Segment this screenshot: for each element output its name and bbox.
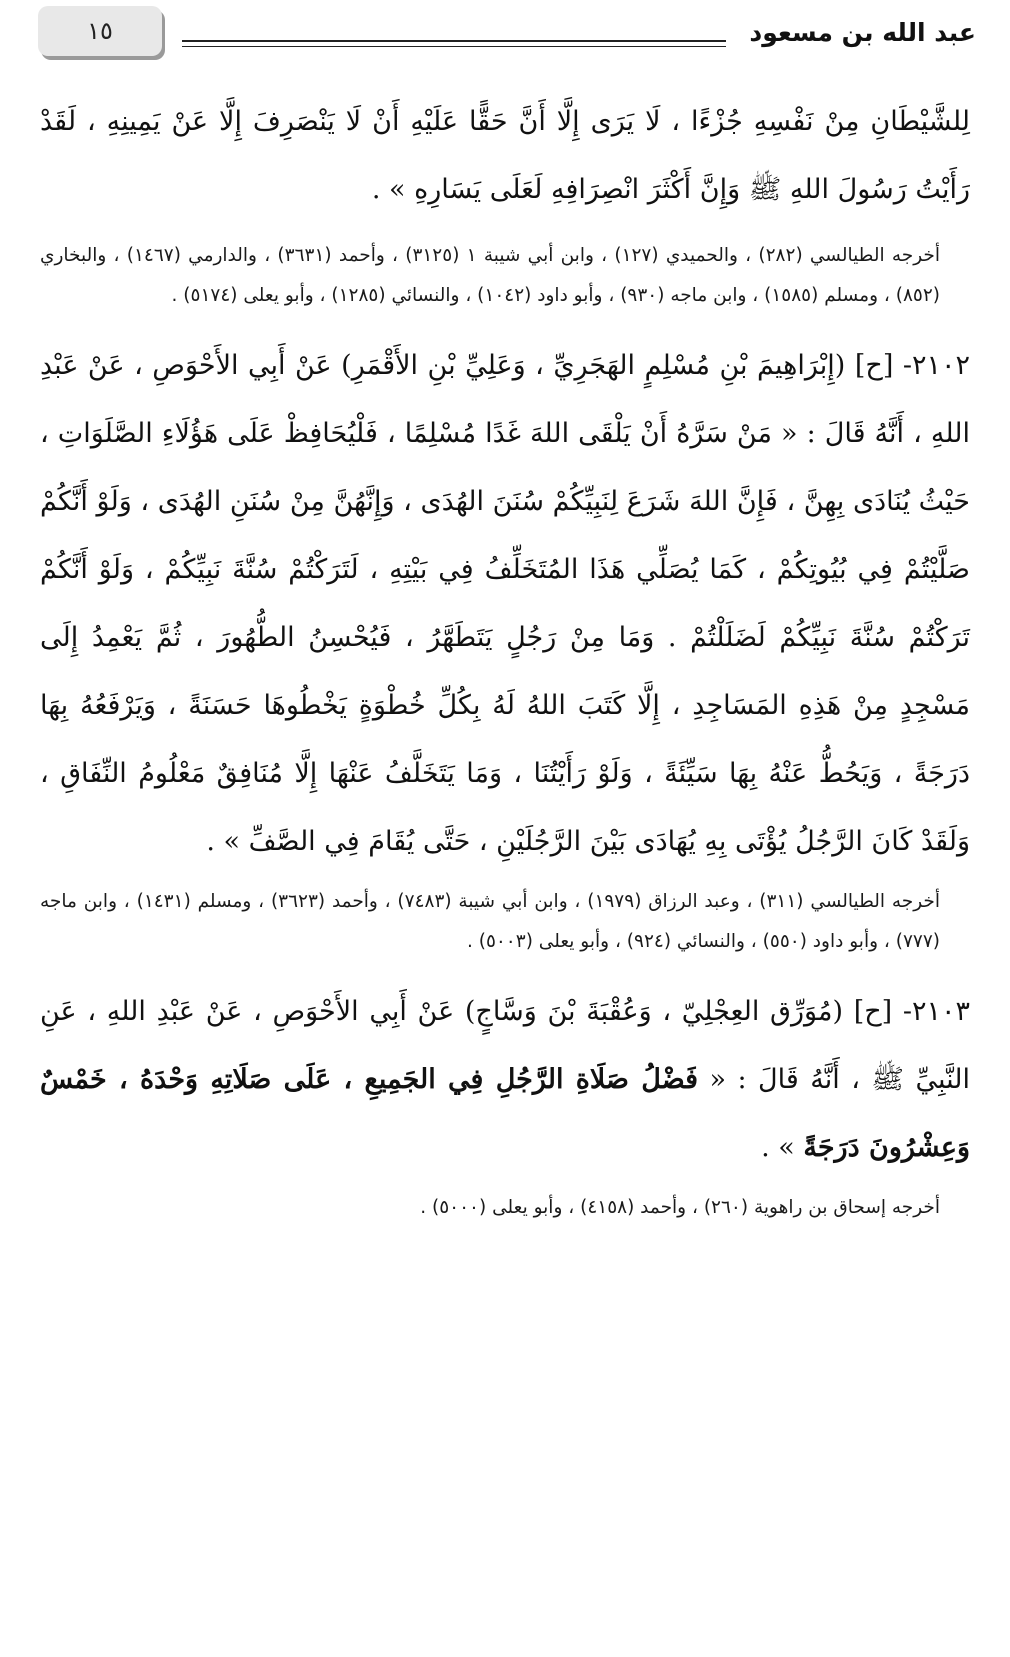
header-rule-thin [182,46,726,47]
hadith-2103 [40,978,970,1182]
hadith-2102 [40,332,970,876]
hadith-number: ٢١٠٢- [ح] [854,350,970,381]
hadith-2102-takhrij: أخرجه الطيالسي (٣١١) ، وعبد الرزاق (١٩٧٩) ، وابن أبي شيبة (٧٤٨٣) ، وأحمد (٣٦٢٣) ، ومسلم (١٤٣١) ، وابن ماجه (٧٧٧) ، وأبو داود (٥٥٠) ، والنسائي (٩٢٤) ، وأبو يعلى (٥٠٠٣) . [40,891,940,952]
hadith-matn-bold: فَضْلُ صَلَاةِ الرَّجُلِ فِي الجَمِيعِ ، عَلَى صَلَاتِهِ وَحْدَهُ ، خَمْسٌ وَعِشْرُونَ دَرَجَةً [40,1064,970,1163]
hadith-number: ٢١٠٣- [ح] [853,996,971,1027]
page-header [34,6,976,62]
continuation-text: لِلشَّيْطَانِ مِنْ نَفْسِهِ جُزْءًا ، لَا يَرَى إِلَّا أَنَّ حَقًّا عَلَيْهِ أَنْ لَا يَنْصَرِفَ إِلَّا عَنْ يَمِينِهِ ، لَقَدْ رَأَيْتُ رَسُولَ اللهِ ﷺ وَإِنَّ أَكْثَرَ انْصِرَافِهِ لَعَلَى يَسَارِهِ » . [40,106,970,205]
hadith-close: » . [761,1132,795,1163]
page-number: ١٥ [38,6,162,56]
running-title: عبد الله بن مسعود [749,18,976,47]
header-rule [182,40,726,42]
continuation-takhrij: أخرجه الطيالسي (٢٨٢) ، والحميدي (١٢٧) ، وابن أبي شيبة ١ (٣١٢٥) ، وأحمد (٣٦٣١) ، والدارمي (١٤٦٧) ، والبخاري (٨٥٢) ، ومسلم (١٥٨٥) ، وابن ماجه (٩٣٠) ، وأبو داود (١٠٤٢) ، والنسائي (١٢٨٥) ، وأبو يعلى (٥١٧٤) . [40,245,940,306]
hadith-text: (مُوَرِّق العِجْلِيّ ، وَعُقْبَةَ بْنَ وَسَّاجٍ) عَنْ أَبِي الأَحْوَصِ ، عَنْ عَبْدِ اللهِ ، عَنِ النَّبِيِّ ﷺ ، أَنَّهُ قَالَ : « [40,996,970,1095]
page-content [40,88,970,1228]
hadith-text: (إِبْرَاهِيمَ بْنِ مُسْلِمٍ الهَجَرِيِّ ، وَعَلِيِّ بْنِ الأَقْمَرِ) عَنْ أَبِي الأَحْوَصِ ، عَنْ عَبْدِ اللهِ ، أَنَّهُ قَالَ : « مَنْ سَرَّهُ أَنْ يَلْقَى اللهَ غَدًا مُسْلِمًا ، فَلْيُحَافِظْ عَلَى هَؤُلَاءِ الصَّلَوَاتِ ، حَيْثُ يُنَادَى بِهِنَّ ، فَإِنَّ اللهَ شَرَعَ لِنَبِيِّكُمْ سُنَنَ الهُدَى ، وَإِنَّهُنَّ مِنْ سُنَنِ الهُدَى ، وَلَوْ أَنَّكُمْ صَلَّيْتُمْ فِي بُيُوتِكُمْ ، كَمَا يُصَلِّي هَذَا المُتَخَلِّفُ فِي بَيْتِهِ ، لَتَرَكْتُمْ سُنَّةَ نَبِيِّكُمْ ، وَلَوْ أَنَّكُمْ تَرَكْتُمْ سُنَّةَ نَبِيِّكُمْ لَضَلَلْتُمْ . وَمَا مِنْ رَجُلٍ يَتَطَهَّرُ ، فَيُحْسِنُ الطُّهُورَ ، ثُمَّ يَعْمِدُ إِلَى مَسْجِدٍ مِنْ هَذِهِ المَسَاجِدِ ، إِلَّا كَتَبَ اللهُ لَهُ بِكُلِّ خُطْوَةٍ يَخْطُوهَا حَسَنَةً ، وَيَرْفَعُهُ بِهَا دَرَجَةً ، وَيَحُطُّ عَنْهُ بِهَا سَيِّئَةً ، وَلَوْ رَأَيْتُنَا ، وَمَا يَتَخَلَّفُ عَنْهَا إِلَّا مُنَافِقٌ مَعْلُومُ النِّفَاقِ ، وَلَقَدْ كَانَ الرَّجُلُ يُؤْتَى بِهِ يُهَادَى بَيْنَ الرَّجُلَيْنِ ، حَتَّى يُقَامَ فِي الصَّفِّ » . [40,350,970,857]
hadith-2103-takhrij: أخرجه إسحاق بن راهوية (٢٦٠) ، وأحمد (٤١٥٨) ، وأبو يعلى (٥٠٠٠) . [420,1197,940,1218]
